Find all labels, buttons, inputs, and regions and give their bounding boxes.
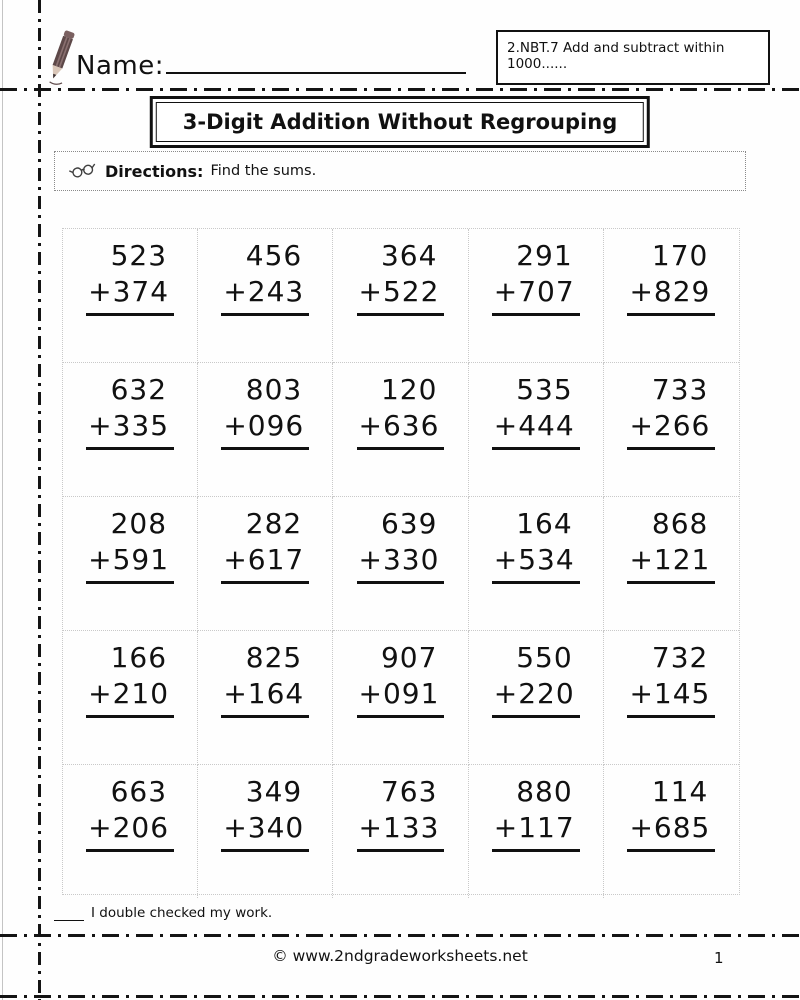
- answer-space[interactable]: [357, 316, 445, 362]
- answer-space[interactable]: [86, 316, 174, 362]
- addend-top: 166: [110, 641, 168, 674]
- addend-bottom: +210: [86, 676, 174, 718]
- margin-dash-line-vertical: [38, 0, 41, 1000]
- addend-bottom: +522: [357, 274, 445, 316]
- addition-problem: [86, 774, 174, 898]
- addend-top: 456: [245, 239, 303, 272]
- addend-bottom: +330: [357, 542, 445, 584]
- addition-problem: [86, 506, 174, 630]
- problem-cell: [469, 765, 604, 898]
- problem-cell: [63, 765, 198, 898]
- header-dash-line: [0, 88, 800, 91]
- addend-bottom: +617: [221, 542, 309, 584]
- answer-space[interactable]: [357, 718, 445, 764]
- addend-bottom: +707: [492, 274, 580, 316]
- addition-problem: [492, 774, 580, 898]
- answer-space[interactable]: [627, 584, 715, 630]
- name-blank-line[interactable]: [166, 48, 466, 74]
- page-number: 1: [714, 949, 724, 967]
- addition-problem: [86, 640, 174, 764]
- addend-top: 880: [516, 775, 573, 808]
- answer-space[interactable]: [221, 316, 309, 362]
- addend-top: 208: [110, 507, 168, 540]
- answer-space[interactable]: [492, 584, 580, 630]
- addition-problem: [627, 238, 715, 362]
- addend-top: 291: [516, 239, 573, 272]
- answer-space[interactable]: [627, 852, 715, 898]
- addition-problem: [492, 372, 580, 496]
- addend-bottom: +096: [221, 408, 309, 450]
- addend-bottom: +685: [627, 810, 715, 852]
- addition-problem: [221, 372, 309, 496]
- addend-top: 803: [245, 373, 303, 406]
- addend-bottom: +591: [86, 542, 174, 584]
- problem-cell: [333, 229, 468, 363]
- addend-bottom: +243: [221, 274, 309, 316]
- addend-bottom: +534: [492, 542, 580, 584]
- addition-problem: [492, 506, 580, 630]
- addend-bottom: +636: [357, 408, 445, 450]
- answer-space[interactable]: [86, 852, 174, 898]
- addend-bottom: +145: [627, 676, 715, 718]
- addend-bottom: +266: [627, 408, 715, 450]
- answer-space[interactable]: [492, 718, 580, 764]
- problem-cell: [63, 631, 198, 765]
- answer-space[interactable]: [86, 718, 174, 764]
- answer-space[interactable]: [627, 316, 715, 362]
- addend-top: 170: [651, 239, 709, 272]
- addend-top: 632: [110, 373, 168, 406]
- check-blank-line[interactable]: [54, 907, 84, 921]
- problem-cell: [63, 497, 198, 631]
- addition-problem: [357, 640, 445, 764]
- addition-problem: [357, 774, 445, 898]
- addition-problem: [221, 238, 309, 362]
- copyright-credit: © www.2ndgradeworksheets.net: [272, 947, 528, 965]
- addend-bottom: +444: [492, 408, 580, 450]
- standard-tag: 2.NBT.7 Add and subtract within 1000......: [496, 30, 770, 85]
- addend-top: 733: [651, 373, 709, 406]
- answer-space[interactable]: [221, 718, 309, 764]
- addend-bottom: +829: [627, 274, 715, 316]
- directions-label: Directions:: [105, 161, 204, 181]
- answer-space[interactable]: [357, 584, 445, 630]
- problem-cell: [333, 631, 468, 765]
- addition-problem: [357, 506, 445, 630]
- addend-top: 663: [110, 775, 168, 808]
- addend-bottom: +340: [221, 810, 309, 852]
- answer-space[interactable]: [86, 584, 174, 630]
- problem-cell: [469, 631, 604, 765]
- problem-cell: [469, 229, 604, 363]
- addend-bottom: +133: [357, 810, 445, 852]
- addend-top: 639: [380, 507, 438, 540]
- problem-cell: [333, 497, 468, 631]
- answer-space[interactable]: [357, 852, 445, 898]
- check-text: I double checked my work.: [91, 905, 273, 921]
- directions-box: [54, 151, 746, 191]
- answer-space[interactable]: [492, 316, 580, 362]
- problem-cell: [604, 765, 739, 898]
- problem-cell: [333, 765, 468, 898]
- problem-cell: [469, 363, 604, 497]
- problem-cell: [63, 363, 198, 497]
- problem-cell: [604, 363, 739, 497]
- name-row: [76, 48, 466, 81]
- addend-top: 868: [651, 507, 709, 540]
- addend-top: 550: [516, 641, 573, 674]
- answer-space[interactable]: [221, 450, 309, 496]
- addend-top: 907: [380, 641, 438, 674]
- addition-problem: [221, 640, 309, 764]
- problem-cell: [333, 363, 468, 497]
- footer-dash-line: [0, 934, 800, 937]
- self-check-row: [54, 905, 272, 921]
- addition-problem: [492, 238, 580, 362]
- glasses-icon: [68, 161, 98, 182]
- addend-bottom: +335: [86, 408, 174, 450]
- addend-bottom: +206: [86, 810, 174, 852]
- addend-top: 114: [651, 775, 709, 808]
- problems-grid: [62, 228, 740, 895]
- problem-cell: [198, 631, 333, 765]
- addend-top: 535: [516, 373, 573, 406]
- addend-top: 164: [516, 507, 573, 540]
- addition-problem: [357, 372, 445, 496]
- problem-cell: [604, 497, 739, 631]
- problem-cell: [469, 497, 604, 631]
- title-box: [150, 96, 650, 148]
- addition-problem: [221, 506, 309, 630]
- problem-cell: [198, 497, 333, 631]
- problem-cell: [604, 631, 739, 765]
- addition-problem: [492, 640, 580, 764]
- problem-cell: [604, 229, 739, 363]
- addition-problem: [627, 372, 715, 496]
- problem-cell: [198, 765, 333, 898]
- page-title: 3-Digit Addition Without Regrouping: [156, 102, 644, 142]
- addition-problem: [357, 238, 445, 362]
- problem-cell: [198, 229, 333, 363]
- addend-top: 282: [245, 507, 303, 540]
- addend-top: 120: [380, 373, 438, 406]
- problem-cell: [198, 363, 333, 497]
- scan-edge-line: [2, 0, 3, 1000]
- answer-space[interactable]: [86, 450, 174, 496]
- answer-space[interactable]: [357, 450, 445, 496]
- addend-top: 364: [380, 239, 438, 272]
- answer-space[interactable]: [221, 852, 309, 898]
- addition-problem: [627, 640, 715, 764]
- answer-space[interactable]: [627, 450, 715, 496]
- addend-bottom: +091: [357, 676, 445, 718]
- addend-bottom: +121: [627, 542, 715, 584]
- bottom-dash-line: [0, 995, 800, 998]
- addition-problem: [627, 774, 715, 898]
- name-label: Name:: [76, 51, 164, 81]
- directions-text: Find the sums.: [210, 163, 317, 179]
- addend-top: 523: [110, 239, 168, 272]
- problem-cell: [63, 229, 198, 363]
- answer-space[interactable]: [627, 718, 715, 764]
- answer-space[interactable]: [492, 852, 580, 898]
- addend-bottom: +220: [492, 676, 580, 718]
- addition-problem: [86, 238, 174, 362]
- addend-top: 763: [380, 775, 438, 808]
- addend-top: 825: [245, 641, 303, 674]
- addend-bottom: +117: [492, 810, 580, 852]
- addend-bottom: +164: [221, 676, 309, 718]
- answer-space[interactable]: [221, 584, 309, 630]
- addition-problem: [627, 506, 715, 630]
- answer-space[interactable]: [492, 450, 580, 496]
- addend-top: 732: [651, 641, 709, 674]
- addend-top: 349: [245, 775, 303, 808]
- addition-problem: [86, 372, 174, 496]
- addend-bottom: +374: [86, 274, 174, 316]
- addition-problem: [221, 774, 309, 898]
